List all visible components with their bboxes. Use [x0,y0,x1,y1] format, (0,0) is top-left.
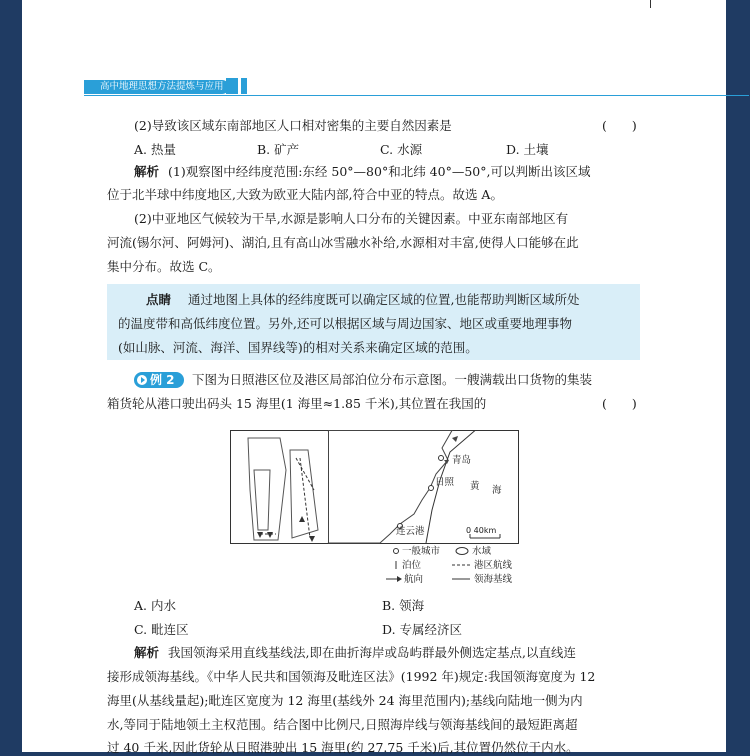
sea-label: 黄 [470,481,480,492]
question-stem: (2)导致该区域东南部地区人口相对密集的主要自然因素是 [134,118,452,133]
legend-item: 水域 [472,546,492,557]
place-label: 日照 [435,477,455,488]
answer-bracket: ( ) [602,396,637,411]
example-line: 箱货轮从港口驶出码头 15 海里(1 海里≈1.85 千米),其位置在我国的 [107,396,487,411]
option-d: D. 专属经济区 [382,622,463,637]
legend-item: 航向 [404,574,424,585]
analysis-line: 过 40 千米,因此货轮从日照港驶出 15 海里(约 27.75 千米)后,其位置仍然位于内水。 [107,740,579,755]
legend-water-icon [456,548,468,555]
option-a: A. 内水 [134,598,176,613]
option-b: B. 矿产 [257,142,300,157]
analysis-label: 解析 [134,645,160,660]
tip-line: (如山脉、河流、海洋、国界线等)的相对关系来确定区域的范围。 [118,340,478,355]
answer-bracket: ( ) [602,118,637,133]
analysis-line: (2)中亚地区气候较为干旱,水源是影响人口分布的关键因素。中亚东南部地区有 [134,211,569,226]
legend-item: 泊位 [402,560,422,571]
option-c: C. 水源 [380,142,423,157]
option-a: A. 热量 [134,142,176,157]
example-line: 下图为日照港区位及港区局部泊位分布示意图。一艘满载出口货物的集装 [192,372,593,387]
analysis-line: 接形成领海基线。《中华人民共和国领海及毗连区法》(1992 年)规定:我国领海宽度为 12 [107,669,596,684]
header-block [241,78,247,94]
option-b: B. 领海 [382,598,425,613]
example-label: 例 2 [150,373,175,387]
sea-label: 海 [492,485,502,496]
analysis-line: (1)观察图中经纬度范围:东经 50°—80°和北纬 40°—50°,可以判断出该区域 [168,164,591,179]
legend-city-icon [394,549,399,554]
analysis-line: 海里(从基线量起);毗连区宽度为 12 海里(基线外 24 海里范围内);基线向陆地一侧为内 [107,693,583,708]
page-edge-mark [650,0,651,8]
analysis-label: 解析 [134,164,160,179]
city-marker [439,456,444,461]
tip-line: 的温度带和高低纬度位置。另外,还可以根据区域与周边国家、地区或重要地理事物 [118,316,572,331]
analysis-line: 集中分布。故选 C。 [107,259,221,274]
page [22,0,726,755]
header-rule [84,95,749,96]
header-title: 高中地理思想方法提炼与应用 [100,81,224,92]
option-d: D. 土壤 [506,142,549,157]
place-label: 青岛 [452,455,472,466]
analysis-line: 水,等同于陆地领土主权范围。结合图中比例尺,日照海岸线与领海基线间的最短距离超 [107,717,578,732]
rizhao-port-map [230,430,520,588]
legend-item: 一般城市 [402,546,441,557]
analysis-line: 位于北半球中纬度地区,大致为欧亚大陆内部,符合中亚的特点。故选 A。 [107,187,503,202]
legend-item: 港区航线 [474,560,513,571]
tip-label: 点睛 [146,292,172,307]
tip-line: 通过地图上具体的经纬度既可以确定区域的位置,也能帮助判断区域所处 [188,292,580,307]
place-label: 连云港 [396,526,425,537]
option-c: C. 毗连区 [134,622,189,637]
analysis-line: 河流(锡尔河、阿姆河)、湖泊,且有高山冰雪融水补给,水源相对丰富,使得人口能够在此 [107,235,579,250]
header-block [226,78,238,94]
play-icon [137,375,147,385]
analysis-line: 我国领海采用直线基线法,即在曲折海岸或岛屿群最外侧选定基点,以直线连 [168,645,576,660]
legend-item: 领海基线 [474,574,513,585]
scale-label: 0 40km [466,526,497,535]
